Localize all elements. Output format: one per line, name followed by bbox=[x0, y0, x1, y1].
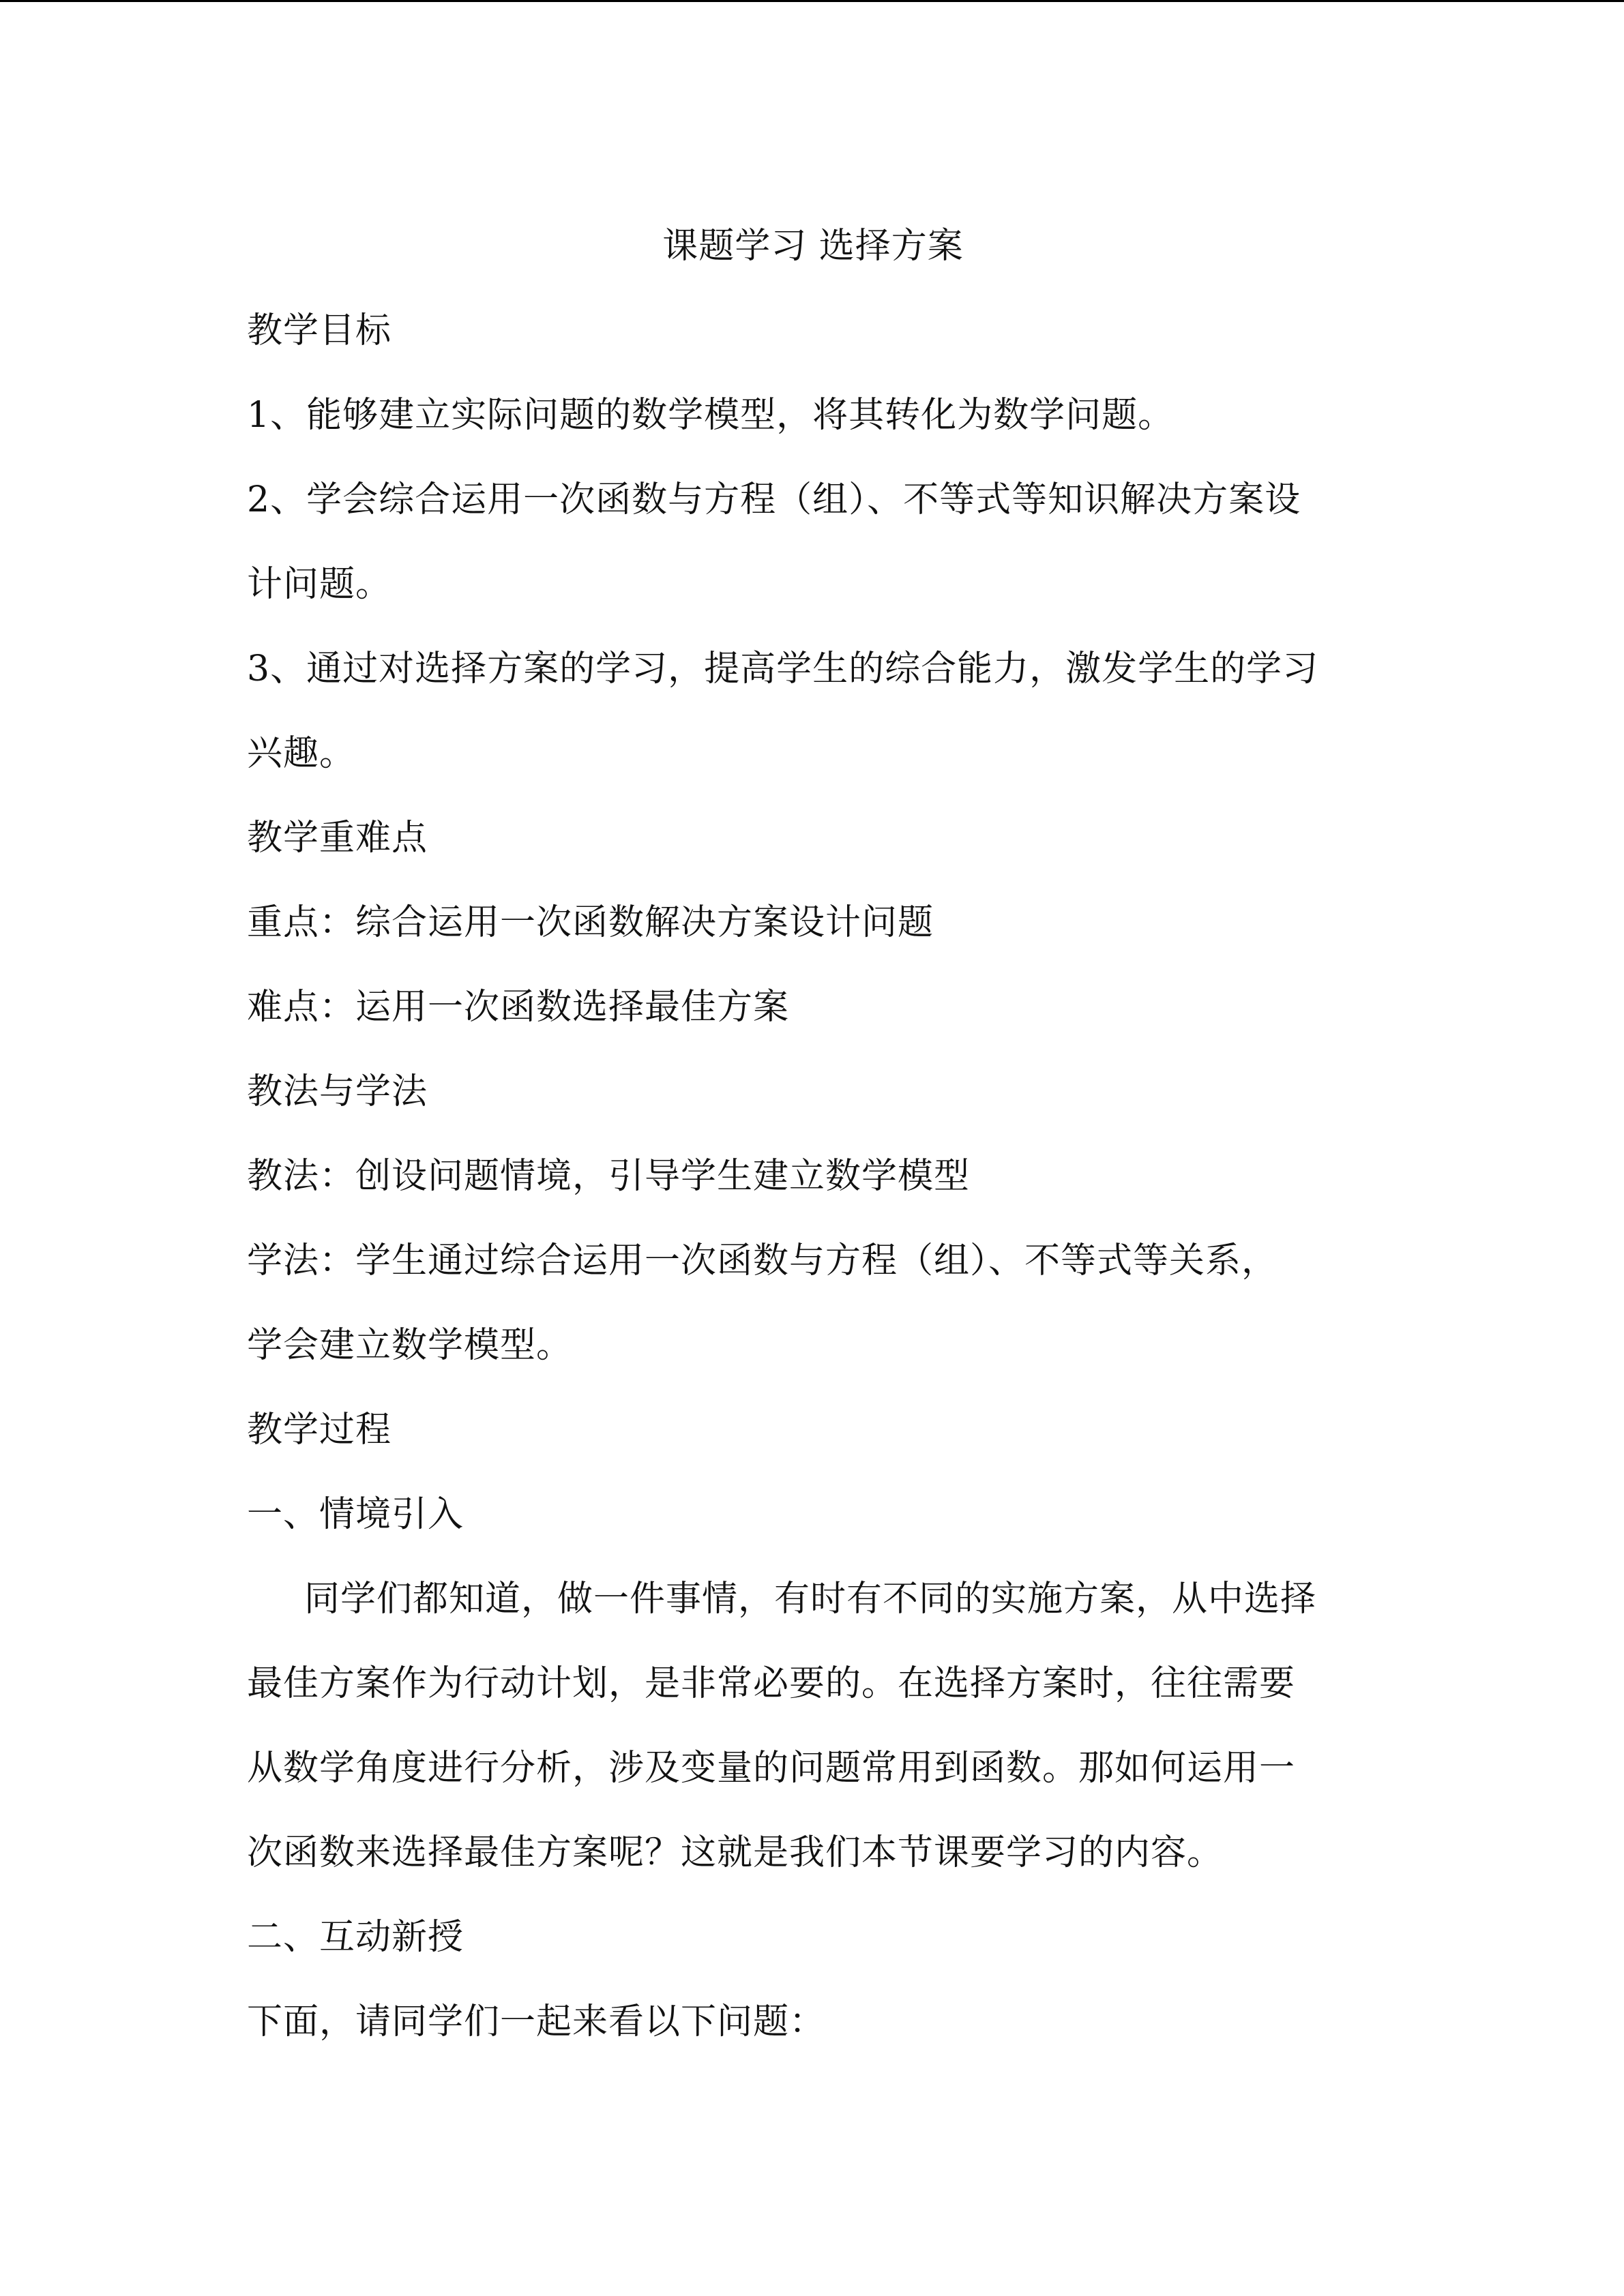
document-body bbox=[247, 204, 1379, 2064]
intro-paragraph-line-1: 同学们都知道，做一件事情，有时有不同的实施方案，从中选择 bbox=[304, 1579, 1317, 1620]
key-point: 重点：综合运用一次函数解决方案设计问题 bbox=[247, 902, 934, 943]
teaching-method: 教法：创设问题情境，引导学生建立数学模型 bbox=[247, 1156, 971, 1197]
learning-method-line-2: 学会建立数学模型。 bbox=[247, 1325, 573, 1366]
document-title: 课题学习 选择方案 bbox=[662, 226, 964, 267]
problem-intro: 下面，请同学们一起来看以下问题： bbox=[247, 2001, 826, 2042]
goal-item-2-line-1: 2、学会综合运用一次函数与方程（组）、不等式等知识解决方案设 bbox=[247, 479, 1301, 520]
section-heading-2: 二、互动新授 bbox=[247, 1917, 464, 1958]
heading-teaching-goals: 教学目标 bbox=[247, 310, 392, 351]
difficult-point: 难点：运用一次函数选择最佳方案 bbox=[247, 987, 790, 1028]
section-heading-1: 一、情境引入 bbox=[247, 1494, 464, 1535]
goal-item-2-line-2: 计问题。 bbox=[247, 564, 392, 605]
heading-teaching-process: 教学过程 bbox=[247, 1410, 392, 1450]
intro-paragraph-line-2: 最佳方案作为行动计划，是非常必要的。在选择方案时，往往需要 bbox=[247, 1663, 1296, 1704]
learning-method-line-1: 学法：学生通过综合运用一次函数与方程（组）、不等式等关系， bbox=[247, 1240, 1278, 1281]
goal-item-1: 1、能够建立实际问题的数学模型，将其转化为数学问题。 bbox=[247, 395, 1175, 436]
goal-item-3-line-2: 兴趣。 bbox=[247, 733, 356, 774]
heading-key-difficult-points: 教学重难点 bbox=[247, 818, 428, 859]
intro-paragraph-line-4: 次函数来选择最佳方案呢？这就是我们本节课要学习的内容。 bbox=[247, 1832, 1224, 1873]
goal-item-3-line-1: 3、通过对选择方案的学习，提高学生的综合能力，激发学生的学习 bbox=[247, 648, 1319, 689]
heading-methods: 教法与学法 bbox=[247, 1071, 428, 1112]
intro-paragraph-line-3: 从数学角度进行分析，涉及变量的问题常用到函数。那如何运用一 bbox=[247, 1748, 1296, 1789]
